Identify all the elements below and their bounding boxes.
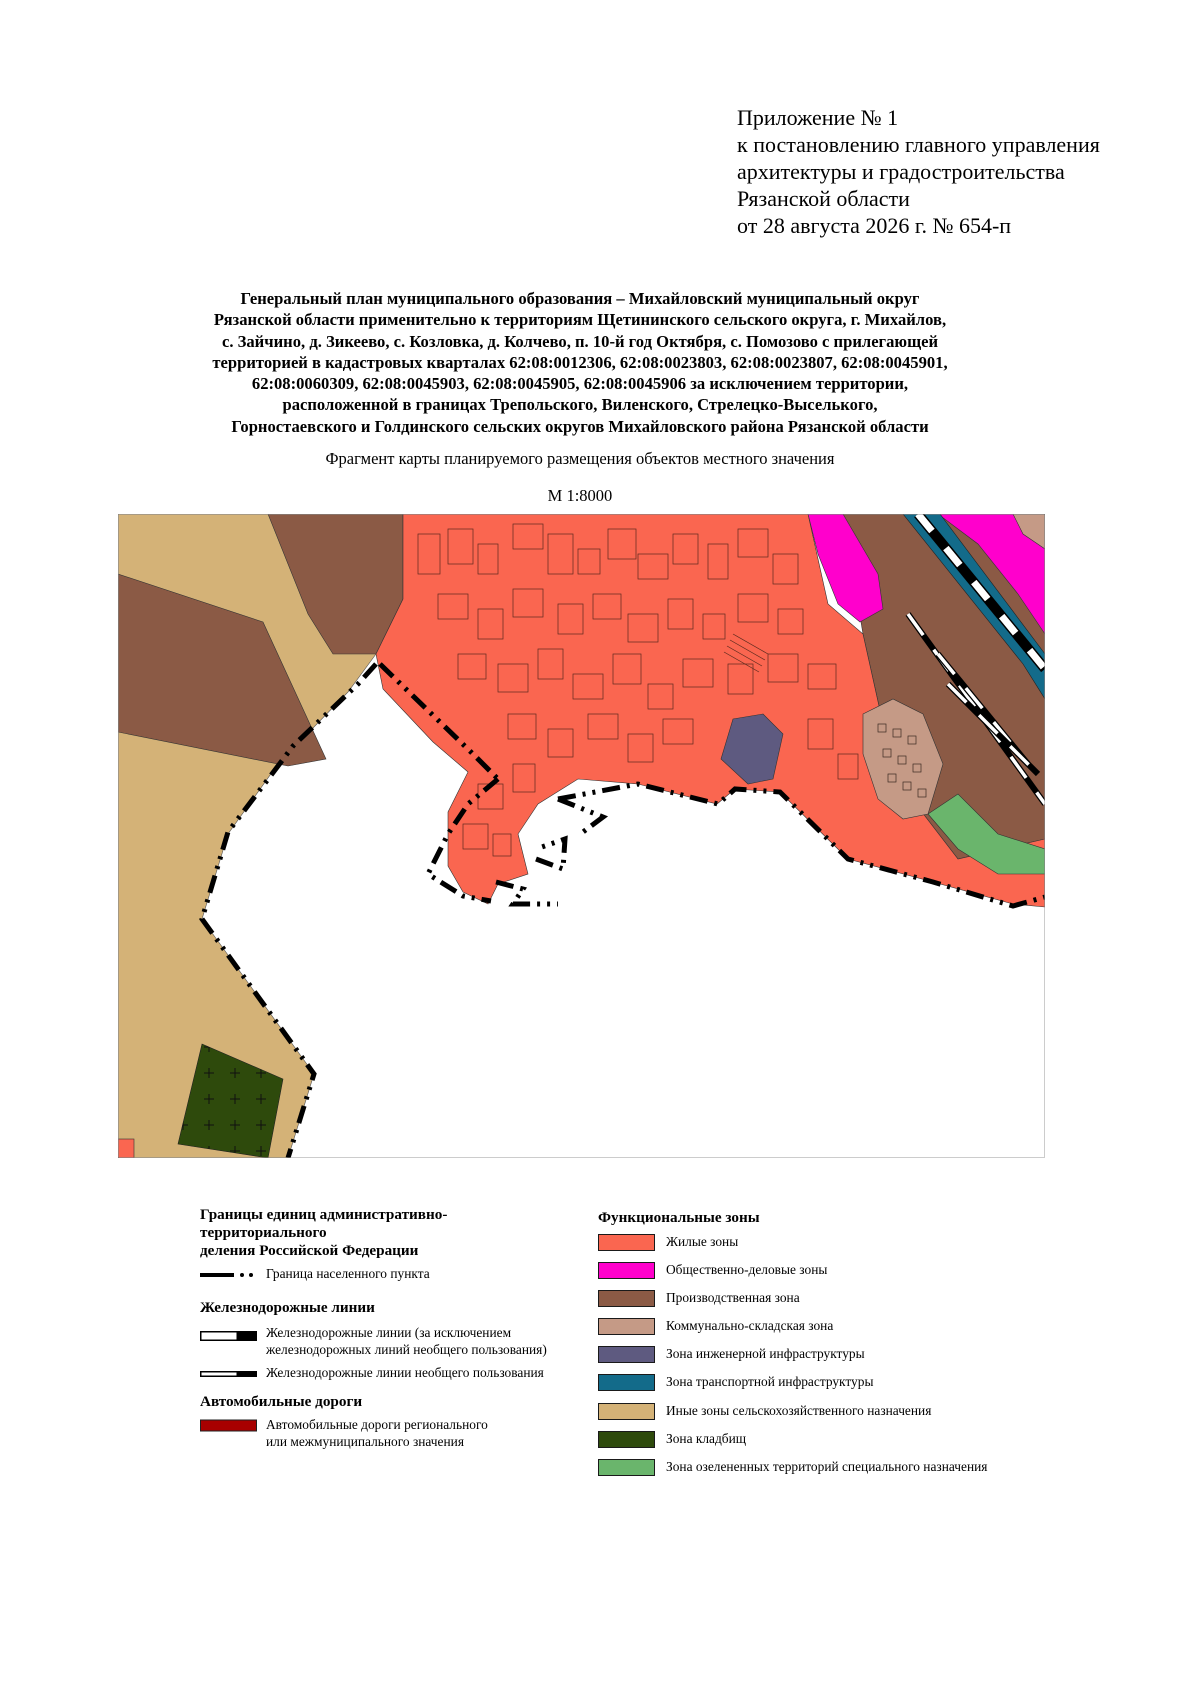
zone-item	[598, 1260, 1118, 1288]
rail-nonpublic-symbol	[200, 1366, 257, 1382]
residential-plot	[118, 1139, 134, 1158]
legend-rail-heading: Железнодорожные линии	[200, 1299, 375, 1316]
legend-zones-heading: Функциональные зоны	[598, 1209, 760, 1226]
zone-list	[598, 1232, 1118, 1485]
zone-label: Зона транспортной инфраструктуры	[666, 1374, 874, 1390]
map-scale: М 1:8000	[547, 486, 613, 505]
legend-label-line: железнодорожных линий необщего пользования)	[266, 1342, 547, 1357]
zone-item	[598, 1344, 1118, 1372]
legend-boundaries	[200, 1206, 600, 1455]
zone-label: Коммунально-складская зона	[666, 1318, 834, 1334]
zone-label: Зона кладбищ	[666, 1430, 747, 1446]
annex-line: от 28 августа 2026 г. № 654-п	[737, 213, 1012, 238]
zone-item	[598, 1372, 1118, 1400]
boundary-symbol	[200, 1267, 257, 1283]
legend-settlement-boundary	[200, 1264, 600, 1292]
legend-admin-heading	[200, 1206, 600, 1260]
annex-block	[737, 104, 1177, 239]
zone-swatch	[598, 1403, 655, 1420]
title-line: 62:08:0060309, 62:08:0045903, 62:08:0045905, 62:08:0045906 за исключением территории,	[251, 374, 909, 394]
legend-heading-line: территориального	[200, 1224, 327, 1241]
zone-swatch	[598, 1318, 655, 1335]
zone-item	[598, 1288, 1118, 1316]
zone-item	[598, 1401, 1118, 1429]
zone-swatch	[598, 1234, 655, 1251]
legend-label: Граница населенного пункта	[266, 1266, 430, 1281]
map-fragment	[118, 514, 1045, 1158]
legend-heading-line: деления Российской Федерации	[200, 1242, 419, 1259]
zone-swatch	[598, 1431, 655, 1448]
zone-label: Зона инженерной инфраструктуры	[666, 1346, 865, 1362]
zone-item	[598, 1457, 1118, 1485]
annex-line: к постановлению главного управления	[737, 132, 1100, 157]
legend-label	[266, 1416, 488, 1450]
zone-label: Общественно-деловые зоны	[666, 1262, 828, 1278]
legend-rail-general	[200, 1323, 600, 1363]
zone-label: Зона озелененных территорий специального назначения	[666, 1458, 988, 1474]
title-line: Горностаевского и Голдинского сельских округов Михайловского района Рязанской области	[231, 416, 929, 436]
legend-label	[266, 1324, 547, 1358]
title-line: Генеральный план муниципального образования – Михайловский муниципальный округ	[240, 289, 920, 308]
zone-swatch	[598, 1459, 655, 1476]
map-subtitle: Фрагмент карты планируемого размещения объектов местного значения	[325, 449, 835, 468]
zone-item	[598, 1429, 1118, 1457]
title-line: с. Зайчино, д. Зикеево, с. Козловка, д. Колчево, п. 10-й год Октября, с. Помозово с прилегающей	[221, 331, 939, 351]
rail-general-symbol	[200, 1328, 257, 1344]
title-line: расположенной в границах Трепольского, Виленского, Стрелецко-Выселького,	[282, 395, 878, 415]
zone-swatch	[598, 1374, 655, 1391]
zone-swatch	[598, 1290, 655, 1307]
annex-line: архитектуры и градостроительства	[737, 159, 1065, 184]
zone-item	[598, 1232, 1118, 1260]
legend-zones	[598, 1209, 1118, 1485]
legend-label-line: Автомобильные дороги регионального	[266, 1417, 488, 1432]
legend-roads-heading: Автомобильные дороги	[200, 1393, 363, 1410]
legend-label-line: Железнодорожные линии (за исключением	[266, 1325, 512, 1340]
zone-label: Производственная зона	[666, 1290, 800, 1306]
zone-label: Жилые зоны	[666, 1234, 739, 1249]
document-title	[60, 288, 1100, 437]
legend-road-regional	[200, 1415, 600, 1455]
legend-heading-line: Границы единиц административно-	[200, 1206, 448, 1223]
zone-swatch	[598, 1346, 655, 1363]
zone-label: Иные зоны сельскохозяйственного назначения	[666, 1402, 932, 1418]
legend-label-line: или межмуниципального значения	[266, 1434, 464, 1449]
road-regional-symbol	[200, 1417, 257, 1433]
annex-line: Рязанской области	[737, 186, 910, 211]
annex-line: Приложение № 1	[737, 105, 899, 130]
legend-label: Железнодорожные линии необщего пользования	[266, 1365, 544, 1380]
zone-swatch	[598, 1262, 655, 1279]
title-line: территорией в кадастровых кварталах 62:08:0012306, 62:08:0023803, 62:08:0023807, 62:08:0045901,	[212, 352, 948, 372]
zone-item	[598, 1316, 1118, 1344]
legend-rail-nonpublic	[200, 1363, 600, 1391]
title-line: Рязанской области применительно к территориям Щетининского сельского округа, г. Михайлов,	[213, 310, 947, 330]
